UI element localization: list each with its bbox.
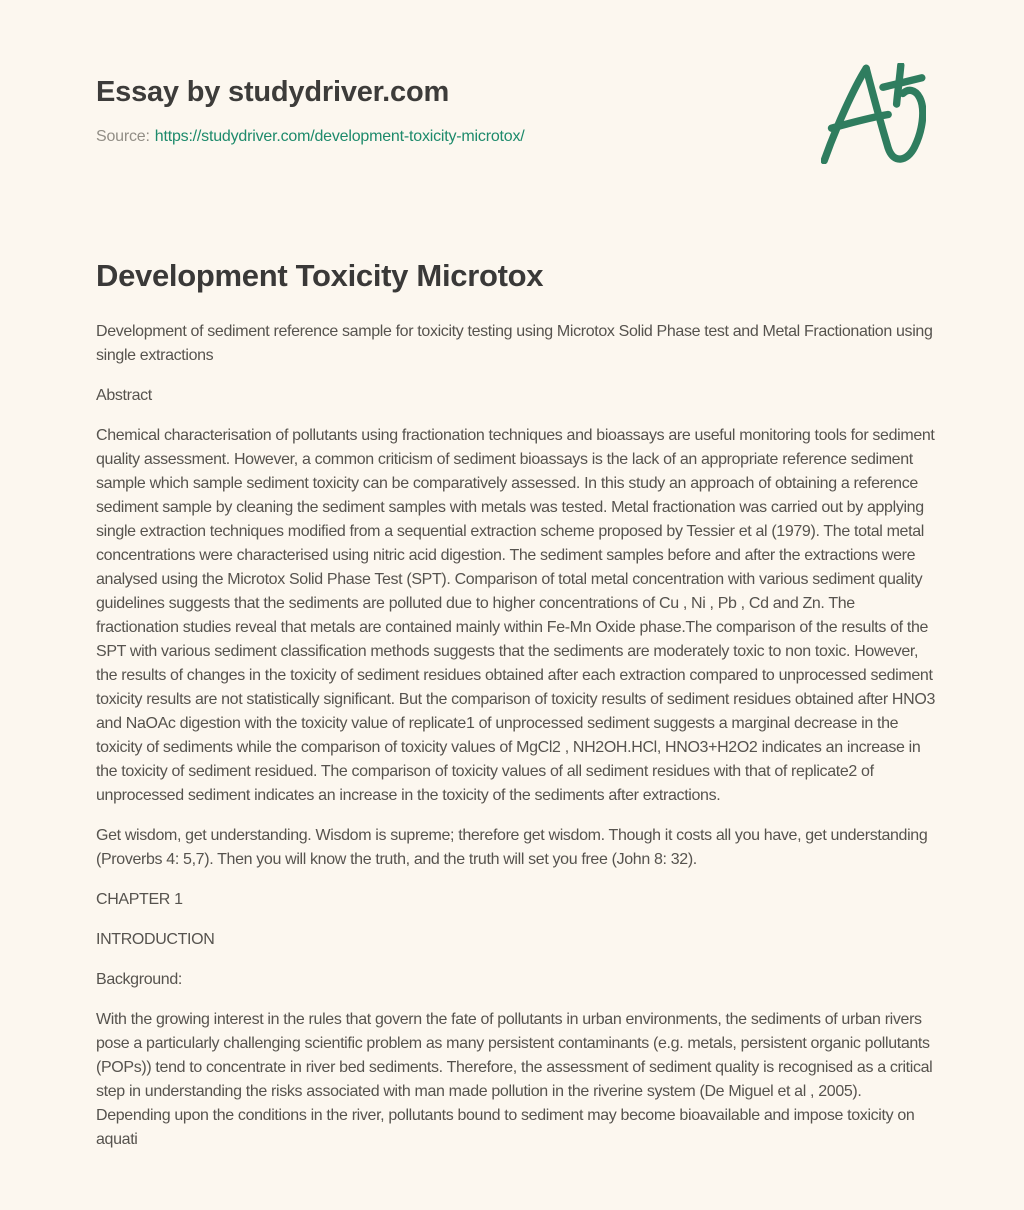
introduction-heading: INTRODUCTION <box>96 931 215 948</box>
abstract-text: Chemical characterisation of pollutants using fractionation techniques and bioassays are useful monitoring tools for sediment quality assessment. However, a common criticism of sediment bioassays is the lack of an appropriate reference sediment sample which sample sediment toxicity can be comparatively assessed. In this study an approach of obtaining a reference sediment sample by cleaning the sediment samples with metals was tested. Metal fractionation was carried out by applying single extraction techniques modified from a sequential extraction scheme proposed by Tessier et al (1979). The total metal concentrations were characterised using nitric acid digestion. The sediment samples before and after the extractions were analysed using the Microtox Solid Phase Test (SPT). Comparison of total metal concentration with various sediment quality guidelines suggests that the sediments are polluted due to higher concentrations of Cu , Ni , Pb , Cd and Zn. The fractionation studies reveal that metals are contained mainly within Fe-Mn Oxide phase.The comparison of the results of the SPT with various sediment classification methods suggests that the sediments are moderately toxic to non toxic. However, the results of changes in the toxicity of sediment residues obtained after each extraction compared to unprocessed sediment toxicity results are not statistically significant. But the comparison of toxicity results of sediment residues obtained after HNO3 and NaOAc digestion with the toxicity value of replicate1 of unprocessed sediment suggests a marginal decrease in the toxicity of sediments while the comparison of toxicity values of MgCl2 , NH2OH.HCl, HNO3+H2O2 indicates an increase in the toxicity of sediment residued. The comparison of toxicity values of all sediment residues with that of replicate2 of unprocessed sediment indicates an increase in the toxicity of the sediments after extractions. <box>96 427 935 804</box>
essay-body <box>96 258 936 1152</box>
essay-subtitle: Development of sediment reference sample for toxicity testing using Microtox Solid Phase test and Metal Fractionation using single extractions <box>96 323 933 364</box>
site-title: Essay by studydriver.com <box>96 76 450 108</box>
document-content <box>96 0 936 1152</box>
essay-title: Development Toxicity Microtox <box>96 258 544 293</box>
background-text: With the growing interest in the rules that govern the fate of pollutants in urban environments, the sediments of urban rivers pose a particularly challenging scientific problem as many persistent contaminants (e.g. metals, persistent organic pollutants (POPs)) tend to concentrate in river bed sediments. Therefore, the assessment of sediment quality is recognised as a critical step in understanding the risks associated with man made pollution in the riverine system (De Miguel et al , 2005). Depending upon the conditions in the river, pollutants bound to sediment may become bioavailable and impose toxicity on aquati <box>96 1011 933 1148</box>
epigraph-text: Get wisdom, get understanding. Wisdom is supreme; therefore get wisdom. Though it costs all you have, get understanding (Proverbs 4: 5,7). Then you will know the truth, and the truth will set you free (John 8: 32). <box>96 827 928 868</box>
source-label: Source: <box>96 128 150 145</box>
chapter-heading: CHAPTER 1 <box>96 891 183 908</box>
background-label: Background: <box>96 971 182 988</box>
source-link[interactable]: https://studydriver.com/development-toxicity-microtox/ <box>154 128 525 145</box>
abstract-heading: Abstract <box>96 387 152 404</box>
source-line <box>96 127 936 146</box>
